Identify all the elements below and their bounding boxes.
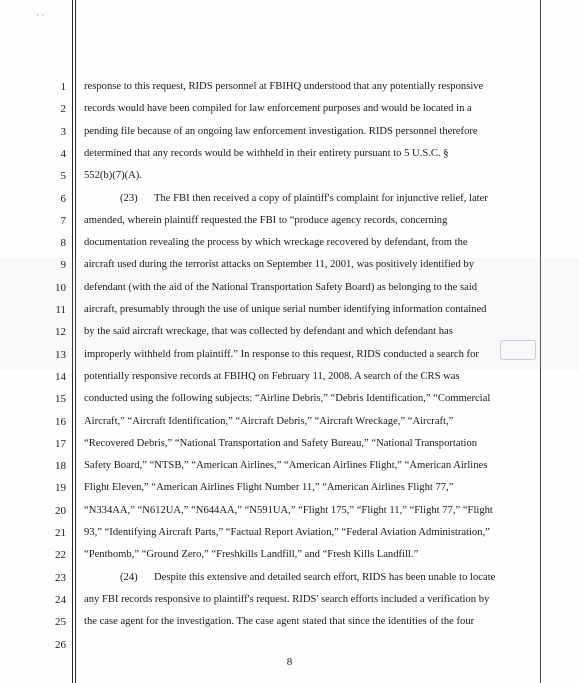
document-text-line: aircraft used during the terrorist attacks on September 11, 2001, was positively identified by (84, 259, 475, 271)
page-number: 8 (286, 656, 293, 668)
document-text-line: 93,” “Identifying Aircraft Parts,” “Factual Report Aviation,” “Federal Aviation Administration,” (84, 527, 490, 538)
line-number: 24 (55, 593, 66, 606)
paragraph-number: (23) (120, 192, 138, 204)
document-text-line: records would have been compiled for law enforcement purposes and would be located in a (84, 103, 472, 115)
line-number: 14 (55, 370, 66, 383)
document-text-line: “Pentbomb,” “Ground Zero,” “Freshkills Landfill,” and “Fresh Kills Landfill.” (84, 549, 419, 561)
document-text-line: determined that any records would be withheld in their entirety pursuant to 5 U.S.C. § (84, 147, 449, 159)
line-number: 10 (55, 281, 66, 294)
document-text-line (120, 571, 506, 585)
line-number: 25 (55, 616, 66, 629)
line-number: 11 (55, 304, 66, 316)
document-text-line: response to this request, RIDS personnel at FBIHQ understood that any potentially responsive (84, 81, 484, 92)
line-number: 5 (60, 170, 66, 183)
line-number: 23 (55, 571, 66, 584)
line-number: 1 (60, 81, 66, 93)
document-text-line: 552(b)(7)(A). (84, 170, 142, 182)
line-number: 20 (55, 504, 66, 517)
document-text-line: “N334AA,” “N612UA,” “N644AA,” “N591UA,” “Flight 175,” “Flight 11,” “Flight 77,” “Flight (84, 504, 493, 516)
document-text-line: by the said aircraft wreckage, that was collected by defendant and which defendant has (84, 326, 453, 338)
document-text-line: “Recovered Debris,” “National Transportation and Safety Bureau,” “National Transportation (84, 437, 478, 449)
document-text-line (120, 192, 506, 206)
document-text-line: potentially responsive records at FBIHQ on February 11, 2008. A search of the CRS was (84, 370, 460, 382)
document-text-line: Flight Eleven,” “American Airlines Flight Number 11,” “American Airlines Flight 77,” (84, 482, 454, 494)
line-number: 22 (55, 549, 66, 562)
corner-mark: · · (36, 10, 45, 20)
document-text-line: improperly withheld from plaintiff.” In response to this request, RIDS conducted a search for (84, 348, 479, 360)
line-number: 19 (55, 482, 66, 495)
line-number: 18 (55, 460, 66, 473)
document-text-line: Safety Board,” “NTSB,” “American Airlines,” “American Airlines Flight,” “American Airlines (84, 460, 488, 472)
line-number: 9 (60, 259, 66, 272)
paragraph-text: The FBI then received a copy of plaintiff's complaint for injunctive relief, later (154, 192, 488, 204)
line-number: 7 (60, 214, 66, 227)
line-number: 17 (55, 437, 66, 450)
line-number: 15 (55, 393, 66, 406)
document-text-line: aircraft, presumably through the use of unique serial number identifying information contained (84, 304, 487, 315)
document-text-line: amended, wherein plaintiff requested the FBI to “produce agency records, concerning (84, 214, 448, 226)
line-number: 13 (55, 348, 66, 361)
line-number: 4 (60, 147, 66, 160)
line-number: 21 (55, 527, 66, 539)
line-number: 16 (55, 415, 66, 428)
document-text-line: documentation revealing the process by which wreckage recovered by defendant, from the (84, 237, 468, 249)
paragraph-text: Despite this extensive and detailed search effort, RIDS has been unable to locate (154, 571, 496, 583)
line-number: 2 (60, 103, 66, 116)
document-text-line: Aircraft,” “Aircraft Identification,” “Aircraft Debris,” “Aircraft Wreckage,” “Aircraft,” (84, 415, 454, 427)
paragraph-number: (24) (120, 571, 138, 583)
document-text-line: pending file because of an ongoing law enforcement investigation. RIDS personnel therefore (84, 125, 478, 137)
document-text-line: defendant (with the aid of the National Transportation Safety Board) as belonging to the said (84, 281, 478, 293)
line-number: 6 (60, 192, 66, 205)
line-number: 8 (60, 237, 66, 250)
document-text-line: conducted using the following subjects: “Airline Debris,” “Debris Identification,” “Commercial (84, 393, 491, 405)
line-number: 3 (60, 125, 66, 138)
document-text-line: any FBI records responsive to plaintiff's request. RIDS' search efforts included a verification by (84, 593, 490, 605)
line-number: 12 (55, 326, 66, 339)
line-number: 26 (55, 638, 66, 651)
document-text-line: the case agent for the investigation. The case agent stated that since the identities of the four (84, 616, 475, 628)
